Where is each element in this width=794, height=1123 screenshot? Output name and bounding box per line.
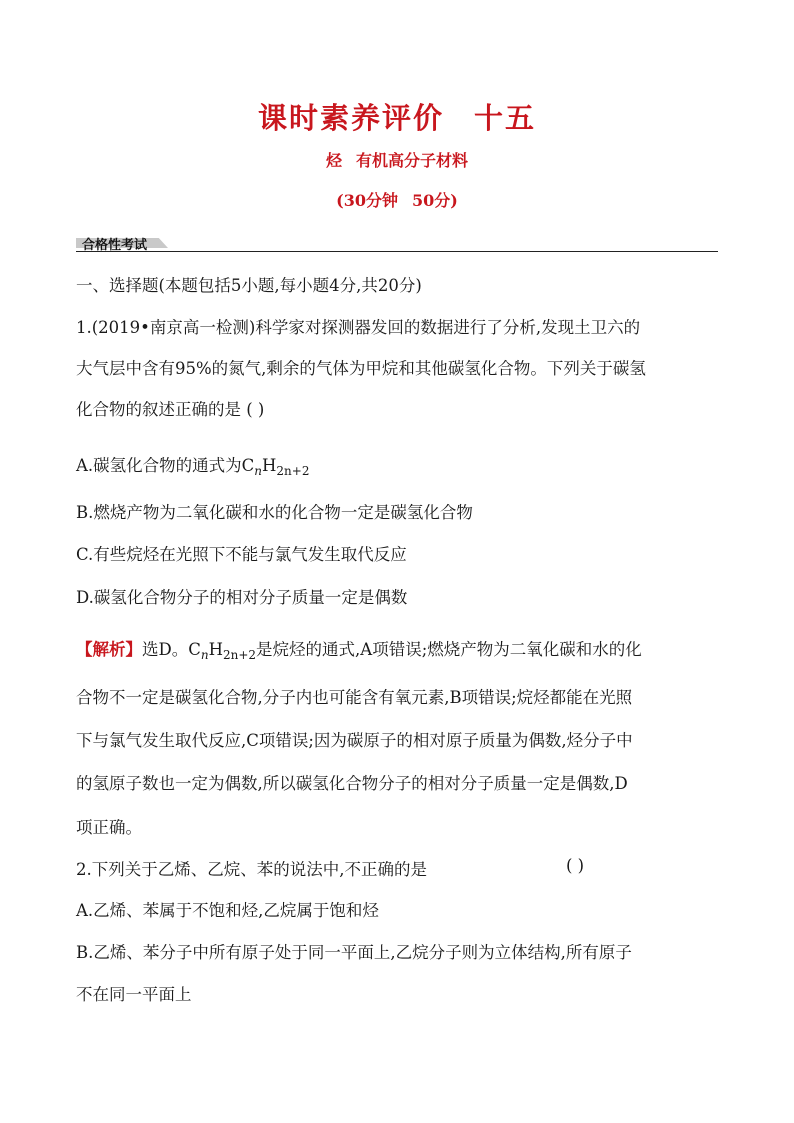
title-number: 十五 <box>474 101 537 135</box>
q1-option-b: B.燃烧产物为二氧化碳和水的化合物一定是碳氢化合物 <box>76 503 473 522</box>
q2-option-b-line2: 不在同一平面上 <box>76 985 192 1004</box>
page-subtitle <box>0 148 794 171</box>
q1-option-a-subscript: 2n+2 <box>276 464 310 478</box>
time-score <box>0 188 794 211</box>
score-total: 50分) <box>412 191 458 210</box>
analysis-line2: 合物不一定是碳氢化合物,分子内也可能含有氧元素,B项错误;烷烃都能在光照 <box>76 688 633 707</box>
title-main: 课时素养评价 <box>257 101 444 135</box>
analysis-l1-subscript: 2n+2 <box>222 648 257 662</box>
q1-option-a-text: A.碳氢化合物的通式为C <box>76 456 255 475</box>
q1-line1: 1.(2019•南京高一检测)科学家对探测器发回的数据进行了分析,发现土卫六的 <box>76 318 641 337</box>
q1-line2: 大气层中含有95%的氮气,剩余的气体为甲烷和其他碳氢化合物。下列关于碳氢 <box>76 359 646 378</box>
subtitle-topic-b: 有机高分子材料 <box>356 151 469 170</box>
q2-stem: 2.下列关于乙烯、乙烷、苯的说法中,不正确的是 <box>76 860 427 879</box>
q2-answer-paren: ( ) <box>566 856 585 875</box>
analysis-line4: 的氢原子数也一定为偶数,所以碳氢化合物分子的相对分子质量一定是偶数,D <box>76 774 628 793</box>
section-label: 合格性考试 <box>82 238 148 253</box>
q1-line3: 化合物的叙述正确的是 ( ) <box>76 400 265 419</box>
q1-option-c: C.有些烷烃在光照下不能与氯气发生取代反应 <box>76 545 407 564</box>
analysis-l1-h: H <box>208 640 223 659</box>
analysis-l1-n: n <box>200 648 209 662</box>
page-title <box>0 96 794 137</box>
subtitle-topic-a: 烃 <box>325 151 342 170</box>
analysis-line5: 项正确。 <box>76 818 142 837</box>
q1-option-a <box>76 452 309 478</box>
analysis-line3: 下与氯气发生取代反应,C项错误;因为碳原子的相对原子质量为偶数,烃分子中 <box>76 731 633 750</box>
q1-option-a-n: n <box>254 464 263 478</box>
time-limit: (30分钟 <box>336 191 398 210</box>
analysis-l1-b: 是烷烃的通式,A项错误;燃烧产物为二氧化碳和水的化 <box>256 640 642 659</box>
q1-option-d: D.碳氢化合物分子的相对分子质量一定是偶数 <box>76 588 408 607</box>
q2-option-b-line1: B.乙烯、苯分子中所有原子处于同一平面上,乙烷分子则为立体结构,所有原子 <box>76 943 632 962</box>
part1-heading: 一、选择题(本题包括5小题,每小题4分,共20分) <box>76 276 422 295</box>
q2-option-a: A.乙烯、苯属于不饱和烃,乙烷属于饱和烃 <box>76 901 379 920</box>
analysis-tag: 【解析】 <box>76 640 142 659</box>
analysis-l1-a: 选D。C <box>142 640 201 659</box>
section-divider <box>76 251 718 252</box>
section-tab <box>76 234 168 252</box>
q1-option-a-h: H <box>262 456 277 475</box>
analysis-line1 <box>76 636 642 662</box>
